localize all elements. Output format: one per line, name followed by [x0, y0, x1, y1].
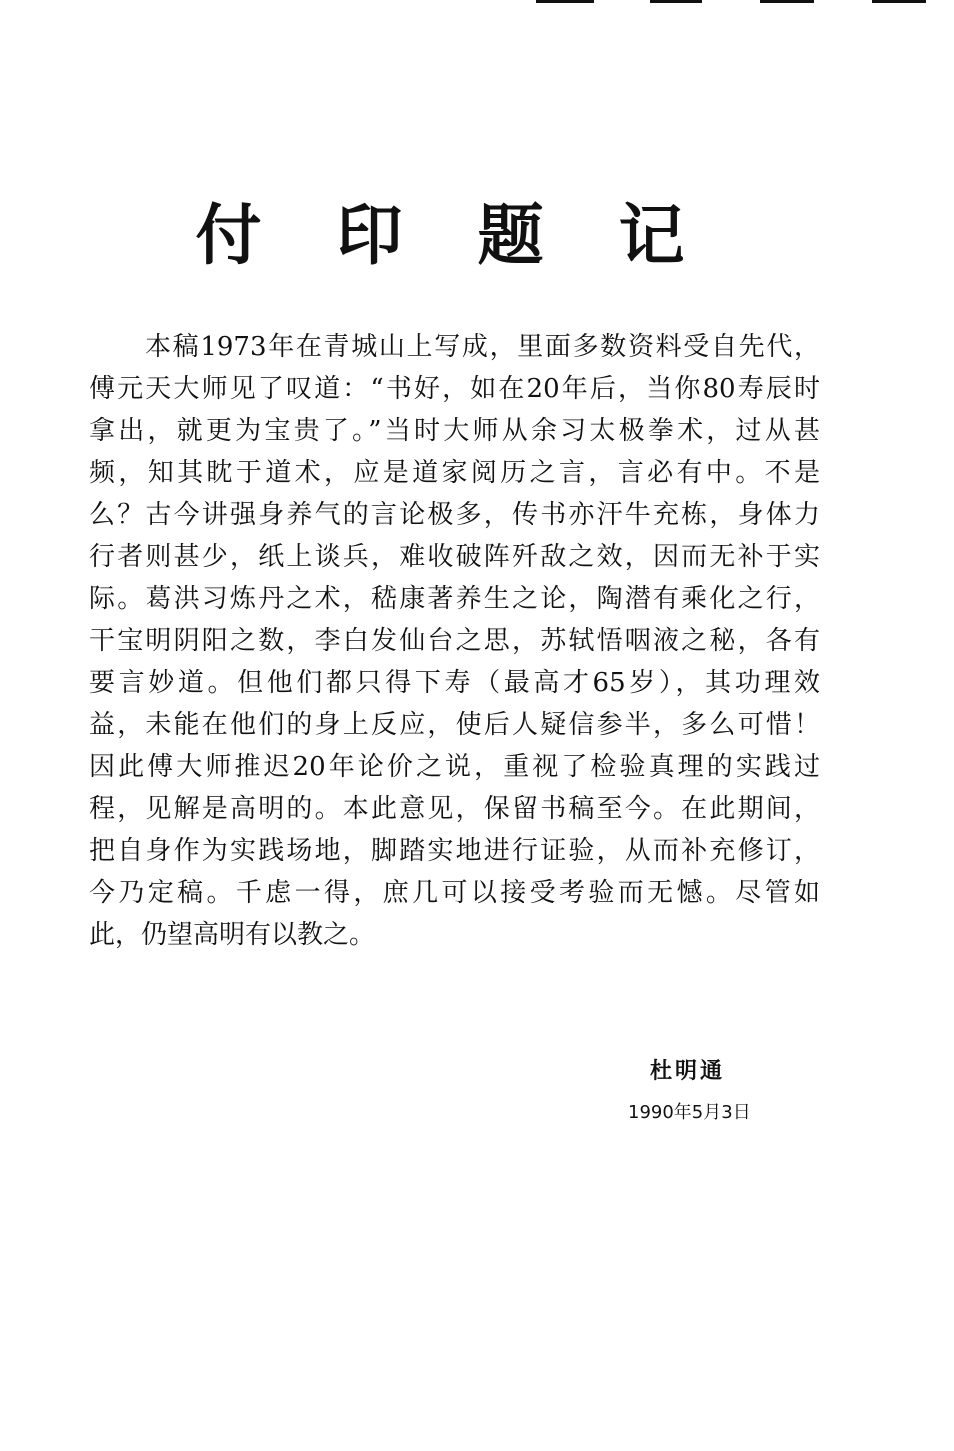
top-edge-rule	[536, 0, 594, 3]
body-line: 程，见解是高明的。本此意见，保留书稿至今。在此期间，	[89, 794, 820, 824]
body-line: 际。葛洪习炼丹之术，嵇康著养生之论，陶潜有乘化之行，	[89, 584, 820, 614]
body-line: 今乃定稿。千虑一得，庶几可以接受考验而无憾。尽管如	[89, 878, 820, 908]
body-line: 干宝明阴阳之数，李白发仙台之思，苏轼悟咽液之秘，各有	[89, 626, 820, 656]
body-line: 拿出，就更为宝贵了。”当时大师从余习太极拳术，过从甚	[89, 416, 820, 446]
body-line: 么？古今讲强身养气的言论极多，传书亦汗牛充栋，身体力	[89, 500, 820, 530]
body-line: 把自身作为实践场地，脚踏实地进行证验，从而补充修订，	[89, 836, 820, 866]
author-signature: 杜明通	[650, 1059, 726, 1084]
body-line: 本稿1973年在青城山上写成，里面多数资料受自先代，	[145, 332, 820, 362]
body-line: 益，未能在他们的身上反应，使后人疑信参半，多么可惜！	[89, 710, 820, 740]
body-paragraph	[89, 326, 820, 956]
body-line: 频，知其眈于道术，应是道家阅历之言，言必有中。不是	[89, 458, 820, 488]
top-edge-rule	[760, 0, 814, 3]
body-line: 行者则甚少，纸上谈兵，难收破阵歼敌之效，因而无补于实	[89, 542, 820, 572]
page-title: 付 印 题 记	[195, 197, 711, 274]
body-line: 因此傅大师推迟20年论价之说，重视了检验真理的实践过	[89, 752, 820, 782]
body-line: 傅元天大师见了叹道：“书好，如在20年后，当你80寿辰时	[89, 374, 820, 404]
body-line: 此，仍望高明有以教之。	[89, 920, 376, 950]
top-edge-rule	[650, 0, 702, 3]
top-edge-rule	[872, 0, 926, 3]
body-line: 要言妙道。但他们都只得下寿（最高才65岁），其功理效	[89, 668, 820, 698]
signature-date: 1990年5月3日	[628, 1102, 751, 1123]
